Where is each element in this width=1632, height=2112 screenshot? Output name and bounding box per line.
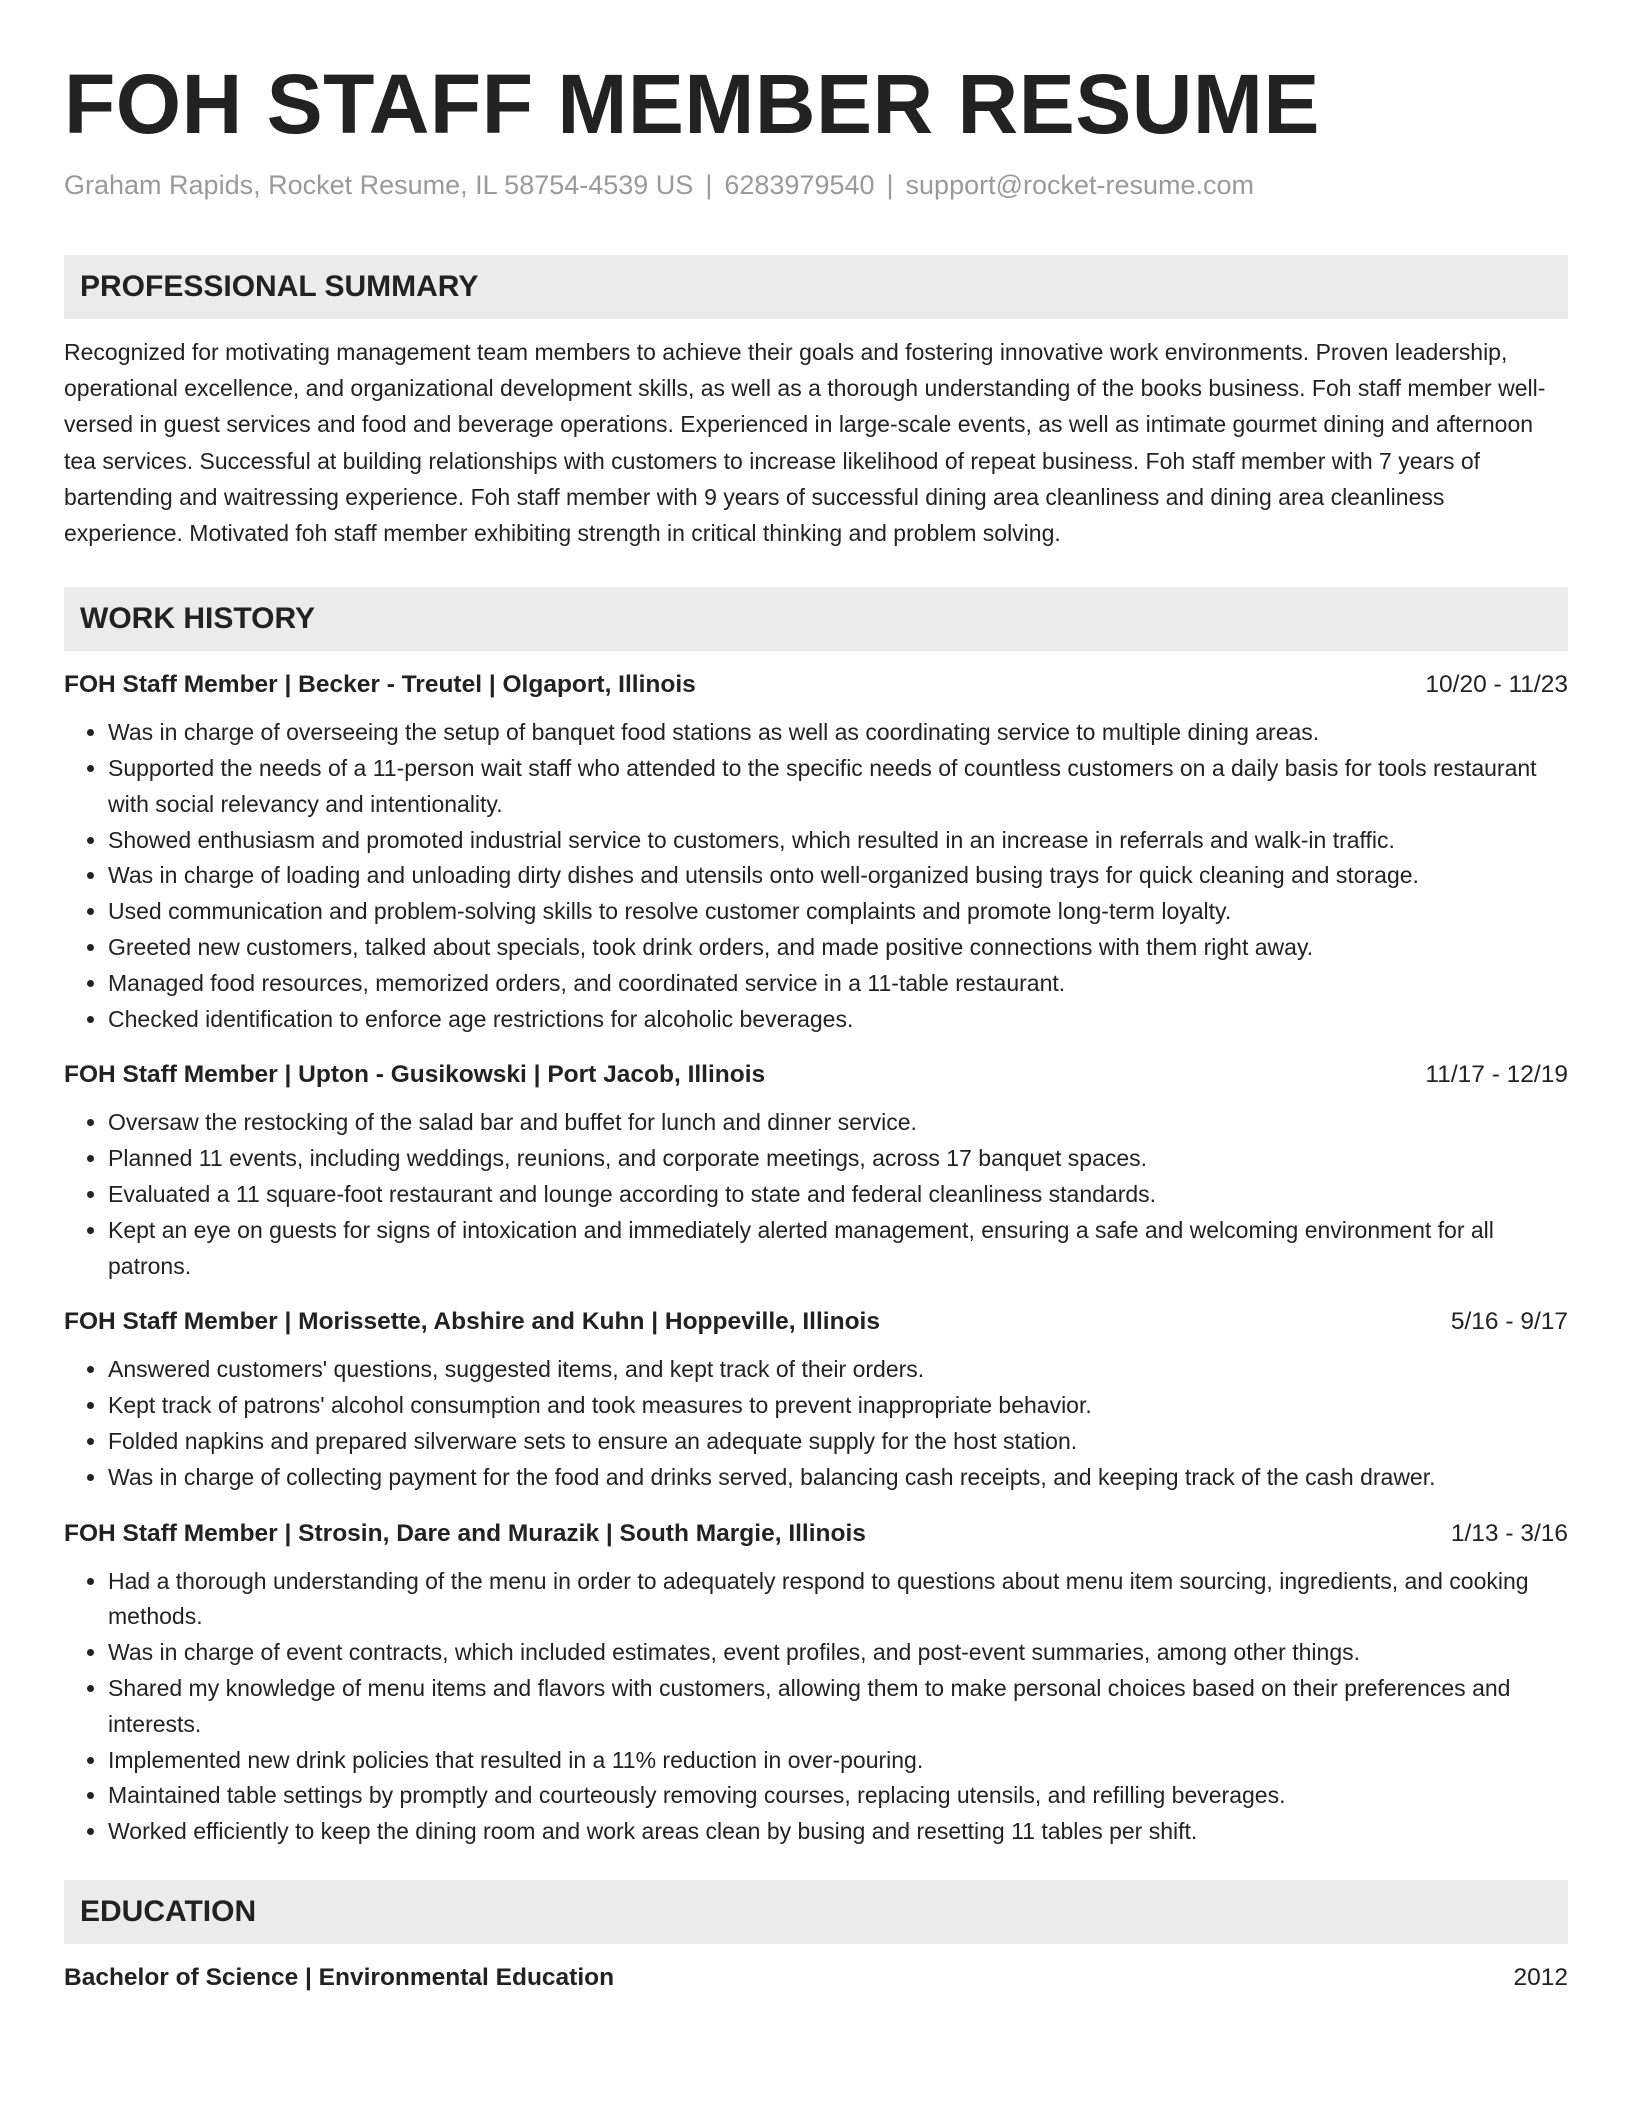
contact-address: Graham Rapids, Rocket Resume, IL 58754-4539 US	[64, 170, 694, 200]
job-header	[64, 1516, 1568, 1552]
job-bullet: • Implemented new drink policies that resulted in a 11% reduction in over-pouring.	[108, 1743, 1568, 1779]
job-bullet-list	[64, 715, 1568, 1037]
job-bullet: • Managed food resources, memorized orders, and coordinated service in a 11-table restaurant.	[108, 966, 1568, 1002]
resume-title: FOH STAFF MEMBER RESUME	[64, 57, 1320, 151]
contact-email: support@rocket-resume.com	[905, 170, 1255, 200]
job-header	[64, 1057, 1568, 1093]
job-bullet: • Was in charge of loading and unloading dirty dishes and utensils onto well-organized busing trays for quick cleaning and storage.	[108, 858, 1568, 894]
job-title: FOH Staff Member | Becker - Treutel | Olgaport, Illinois	[64, 671, 696, 699]
job-header	[64, 1304, 1568, 1340]
contact-phone: 6283979540	[724, 170, 875, 200]
contact-separator: |	[886, 170, 894, 200]
section-header-professional-summary: PROFESSIONAL SUMMARY	[64, 255, 1568, 319]
job-bullet: • Used communication and problem-solving skills to resolve customer complaints and promote long-term loyalty.	[108, 894, 1568, 930]
job-bullet: • Checked identification to enforce age restrictions for alcoholic beverages.	[108, 1002, 1568, 1038]
job-bullet: • Was in charge of collecting payment for the food and drinks served, balancing cash receipts, and keeping track of the cash drawer.	[108, 1460, 1568, 1496]
job-bullet: • Planned 11 events, including weddings, reunions, and corporate meetings, across 17 banquet spaces.	[108, 1141, 1568, 1177]
job-bullet-list	[64, 1105, 1568, 1284]
job-bullet: • Evaluated a 11 square-foot restaurant and lounge according to state and federal cleanliness standards.	[108, 1177, 1568, 1213]
job-bullet: • Oversaw the restocking of the salad bar and buffet for lunch and dinner service.	[108, 1105, 1568, 1141]
job-bullet: • Worked efficiently to keep the dining room and work areas clean by busing and resetting 11 tables per shift.	[108, 1814, 1568, 1850]
job-dates: 11/17 - 12/19	[1425, 1061, 1568, 1089]
job-title: FOH Staff Member | Strosin, Dare and Murazik | South Margie, Illinois	[64, 1519, 866, 1547]
section-header-education: EDUCATION	[64, 1880, 1568, 1944]
job-bullet: • Greeted new customers, talked about specials, took drink orders, and made positive connections with them right away.	[108, 930, 1568, 966]
contact-line	[64, 168, 1568, 202]
job-bullet: • Folded napkins and prepared silverware sets to ensure an adequate supply for the host station.	[108, 1424, 1568, 1460]
job-bullet: • Supported the needs of a 11-person wait staff who attended to the specific needs of countless customers on a daily basis for tools restaurant with social relevancy and intentionality.	[108, 751, 1568, 823]
job-bullet: • Kept an eye on guests for signs of intoxication and immediately alerted management, ensuring a safe and welcoming environment for all patrons.	[108, 1213, 1568, 1285]
job-dates: 1/13 - 3/16	[1450, 1519, 1568, 1547]
work-history-list	[64, 667, 1568, 1850]
job-bullet: • Was in charge of overseeing the setup of banquet food stations as well as coordinating service to multiple dining areas.	[108, 715, 1568, 751]
job-dates: 10/20 - 11/23	[1425, 671, 1568, 699]
section-header-work-history: WORK HISTORY	[64, 587, 1568, 651]
job-bullet: • Maintained table settings by promptly and courteously removing courses, replacing utensils, and refilling beverages.	[108, 1778, 1568, 1814]
job-header	[64, 667, 1568, 703]
education-entry	[64, 1960, 1568, 1996]
contact-separator: |	[705, 170, 713, 200]
job-bullet-list	[64, 1352, 1568, 1495]
job-bullet-list	[64, 1564, 1568, 1850]
job-bullet: • Had a thorough understanding of the menu in order to adequately respond to questions about menu item sourcing, ingredients, and cooking methods.	[108, 1564, 1568, 1636]
job-bullet: • Showed enthusiasm and promoted industrial service to customers, which resulted in an increase in referrals and walk-in traffic.	[108, 823, 1568, 859]
job-title: FOH Staff Member | Upton - Gusikowski | Port Jacob, Illinois	[64, 1061, 766, 1089]
education-degree: Bachelor of Science | Environmental Education	[64, 1963, 615, 1991]
job-bullet: • Answered customers' questions, suggested items, and kept track of their orders.	[108, 1352, 1568, 1388]
education-year: 2012	[1513, 1963, 1568, 1991]
job-bullet: • Shared my knowledge of menu items and flavors with customers, allowing them to make personal choices based on their preferences and interests.	[108, 1671, 1568, 1743]
job-dates: 5/16 - 9/17	[1450, 1308, 1568, 1336]
job-bullet: • Kept track of patrons' alcohol consumption and took measures to prevent inappropriate behavior.	[108, 1388, 1568, 1424]
job-title: FOH Staff Member | Morissette, Abshire and Kuhn | Hoppeville, Illinois	[64, 1308, 880, 1336]
job-bullet: • Was in charge of event contracts, which included estimates, event profiles, and post-event summaries, among other things.	[108, 1635, 1568, 1671]
summary-paragraph: Recognized for motivating management team members to achieve their goals and fostering innovative work environments. Proven leadership, operational excellence, and organizational development skills, as well as a thorough understanding of the books business. Foh staff member well-versed in guest services and food and beverage operations. Experienced in large-scale events, as well as intimate gourmet dining and afternoon tea services. Successful at building relationships with customers to increase likelihood of repeat business. Foh staff member with 7 years of bartending and waitressing experience. Foh staff member with 9 years of successful dining area cleanliness and dining area cleanliness experience. Motivated foh staff member exhibiting strength in critical thinking and problem solving.	[64, 339, 1546, 547]
